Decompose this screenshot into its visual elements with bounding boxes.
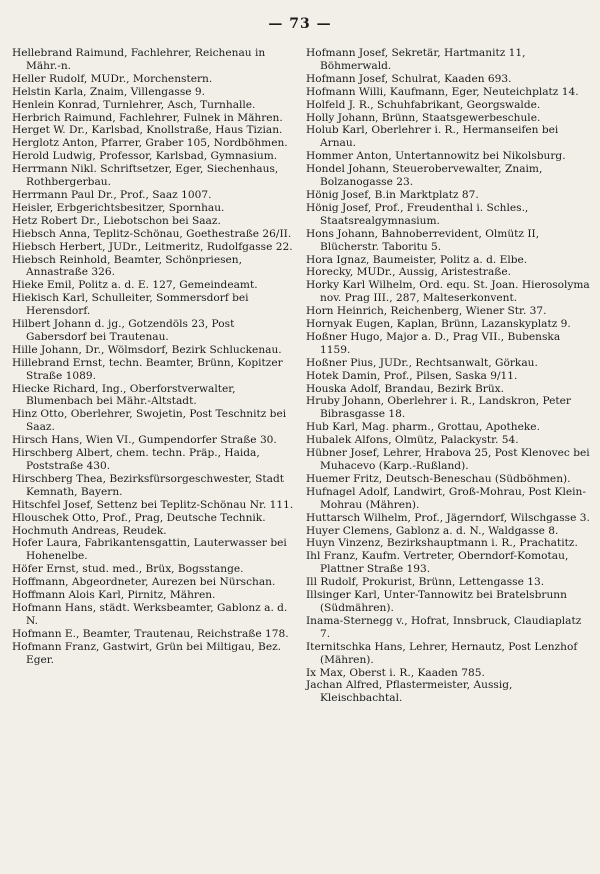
directory-entry: Hillebrand Ernst, techn. Beamter, Brünn, Kopitzer Straße 1089.	[12, 356, 283, 382]
directory-entry: Henlein Konrad, Turnlehrer, Asch, Turnhalle.	[12, 98, 256, 111]
directory-entry: Ix Max, Oberst i. R., Kaaden 785.	[306, 666, 485, 679]
left-column	[12, 47, 298, 667]
directory-entry: Hilbert Johann d. jg., Gotzendöls 23, Post Gabersdorf bei Trautenau.	[12, 318, 235, 343]
directory-entry: Holfeld J. R., Schuhfabrikant, Georgswalde.	[306, 98, 541, 111]
directory-entry: Hornyak Eugen, Kaplan, Brünn, Lazanskyplatz 9.	[306, 318, 571, 331]
directory-entry: Herrmann Nikl. Schriftsetzer, Eger, Siechenhaus, Rothbergerbau.	[12, 163, 279, 189]
directory-entry: Herold Ludwig, Professor, Karlsbad, Gymnasium.	[12, 150, 278, 163]
directory-entry: Hofmann Josef, Sekretär, Hartmanitz 11, Böhmerwald.	[306, 47, 526, 72]
directory-entry: Holub Karl, Oberlehrer i. R., Hermanseifen bei Arnau.	[306, 124, 559, 150]
directory-entry: Hruby Johann, Oberlehrer i. R., Landskron, Peter Bibrasgasse 18.	[306, 395, 571, 421]
directory-entry: Hub Karl, Mag. pharm., Grottau, Apotheke.	[306, 421, 540, 434]
directory-entry: Hiecke Richard, Ing., Oberforstverwalter, Blumenbach bei Mähr.-Altstadt.	[12, 382, 236, 408]
directory-entry: Höfer Ernst, stud. med., Brüx, Bogsstange.	[12, 563, 244, 576]
directory-entry: Ill Rudolf, Prokurist, Brünn, Lettengasse 13.	[306, 576, 545, 589]
directory-entry: Hirschberg Thea, Bezirksfürsorgeschwester, Stadt Kemnath, Bayern.	[12, 472, 285, 498]
page-number: — 73 —	[268, 16, 332, 32]
directory-entry: Hlouschek Otto, Prof., Prag, Deutsche Technik.	[12, 511, 266, 524]
directory-entry: Hofmann Franz, Gastwirt, Grün bei Miltigau, Bez. Eger.	[12, 640, 282, 666]
directory-entry: Hofmann Hans, städt. Werksbeamter, Gablonz a. d. N.	[12, 601, 288, 627]
directory-entry: Helstin Karla, Znaim, Villengasse 9.	[12, 85, 206, 98]
directory-entry: Hochmuth Andreas, Reudek.	[12, 524, 167, 537]
directory-entry: Hoffmann, Abgeordneter, Aurezen bei Nürschan.	[12, 576, 276, 589]
directory-entry: Huyn Vinzenz, Bezirkshauptmann i. R., Prachatitz.	[306, 537, 578, 550]
directory-entry: Herrmann Paul Dr., Prof., Saaz 1007.	[12, 188, 212, 201]
directory-entry: Hommer Anton, Untertannowitz bei Nikolsburg.	[306, 150, 566, 163]
directory-entry: Hönig Josef, Prof., Freudenthal i. Schles., Staatsrealgymnasium.	[306, 201, 529, 227]
directory-entry: Hora Ignaz, Baumeister, Politz a. d. Elbe.	[306, 253, 528, 266]
directory-entry: Hoßner Hugo, Major a. D., Prag VII., Bubenska 1159.	[306, 330, 561, 356]
directory-entry: Hiebsch Herbert, JUDr., Leitmeritz, Rudolfgasse 22.	[12, 240, 293, 253]
directory-entry: Jachan Alfred, Pflastermeister, Aussig, Kleischbachtal.	[306, 679, 513, 705]
directory-entry: Hetz Robert Dr., Liebotschon bei Saaz.	[12, 214, 221, 227]
directory-entry: Hubalek Alfons, Olmütz, Palackystr. 54.	[306, 434, 519, 447]
directory-entry: Hübner Josef, Lehrer, Hrabova 25, Post Klenovec bei Muhacevo (Karp.-Rußland).	[306, 447, 590, 472]
directory-entry: Hiebsch Reinhold, Beamter, Schönpriesen, Annastraße 326.	[12, 253, 242, 279]
directory-entry: Horn Heinrich, Reichenberg, Wiener Str. 37.	[306, 305, 547, 318]
directory-entry: Holly Johann, Brünn, Staatsgewerbeschule.	[306, 111, 541, 124]
directory-entry: Hoßner Pius, JUDr., Rechtsanwalt, Görkau.	[306, 356, 538, 369]
directory-entry: Hotek Damin, Prof., Pilsen, Saska 9/11.	[306, 369, 518, 382]
directory-entry: Hofmann Willi, Kaufmann, Eger, Neuteichplatz 14.	[306, 85, 579, 98]
directory-entry: Heisler, Erbgerichtsbesitzer, Spornhau.	[12, 201, 225, 214]
directory-entry: Herget W. Dr., Karlsbad, Knollstraße, Haus Tizian.	[12, 124, 283, 137]
directory-entry: Inama-Sternegg v., Hofrat, Innsbruck, Claudiaplatz 7.	[306, 614, 582, 640]
directory-entry: Hons Johann, Bahnoberrevident, Olmütz II, Blücherstr. Taboritu 5.	[306, 227, 540, 253]
directory-entry: Hille Johann, Dr., Wölmsdorf, Bezirk Schluckenau.	[12, 343, 282, 356]
directory-entry: Illsinger Karl, Unter-Tannowitz bei Bratelsbrunn (Südmähren).	[306, 589, 567, 614]
directory-entry: Houska Adolf, Brandau, Bezirk Brüx.	[306, 382, 504, 395]
directory-entry: Hinz Otto, Oberlehrer, Swojetin, Post Teschnitz bei Saaz.	[12, 408, 287, 434]
directory-entry: Hirsch Hans, Wien VI., Gumpendorfer Straße 30.	[12, 434, 277, 447]
directory-entry: Horecky, MUDr., Aussig, Aristestraße.	[306, 266, 511, 279]
directory-entry: Huttarsch Wilhelm, Prof., Jägerndorf, Wilschgasse 3.	[306, 511, 590, 524]
directory-entry: Hitschfel Josef, Settenz bei Teplitz-Schönau Nr. 111.	[12, 498, 294, 511]
directory-entry: Huemer Fritz, Deutsch-Beneschau (Südböhmen).	[306, 472, 571, 485]
directory-entry: Hoffmann Alois Karl, Pirnitz, Mähren.	[12, 589, 216, 602]
directory-entry: Hondel Johann, Steuerobervewalter, Znaim, Bolzanogasse 23.	[306, 163, 543, 189]
directory-entry: Hofer Laura, Fabrikantensgattin, Lauterwasser bei Hohenelbe.	[12, 537, 287, 563]
directory-entry: Hufnagel Adolf, Landwirt, Groß-Mohrau, Post Klein-Mohrau (Mähren).	[306, 485, 586, 511]
directory-entry: Herglotz Anton, Pfarrer, Graber 105, Nordböhmen.	[12, 137, 288, 150]
directory-entry: Hofmann E., Beamter, Trautenau, Reichstraße 178.	[12, 627, 289, 640]
directory-entry: Huyer Clemens, Gablonz a. d. N., Waldgasse 8.	[306, 524, 559, 537]
directory-entry: Hieke Emil, Politz a. d. E. 127, Gemeindeamt.	[12, 279, 258, 292]
directory-entry: Herbrich Raimund, Fachlehrer, Fulnek in Mähren.	[12, 111, 283, 124]
directory-entry: Hiekisch Karl, Schulleiter, Sommersdorf bei Herensdorf.	[12, 292, 249, 318]
directory-entry: Hellebrand Raimund, Fachlehrer, Reichenau in Mähr.-n.	[12, 47, 266, 72]
directory-entry: Hönig Josef, B.in Marktplatz 87.	[306, 188, 479, 201]
directory-entry: Horky Karl Wilhelm, Ord. equ. St. Joan. Hierosolyma nov. Prag III., 287, Malteserkonvent.	[306, 279, 590, 305]
right-column	[306, 47, 593, 705]
directory-entry: Iternitschka Hans, Lehrer, Hernautz, Post Lenzhof (Mähren).	[306, 640, 578, 666]
directory-entry: Heller Rudolf, MUDr., Morchenstern.	[12, 72, 213, 85]
directory-entry: Ihl Franz, Kaufm. Vertreter, Oberndorf-Komotau, Plattner Straße 193.	[306, 550, 569, 576]
directory-entry: Hiebsch Anna, Teplitz-Schönau, Goethestraße 26/II.	[12, 227, 292, 240]
directory-entry: Hirschberg Albert, chem. techn. Präp., Haida, Poststraße 430.	[12, 447, 260, 472]
directory-entry: Hofmann Josef, Schulrat, Kaaden 693.	[306, 72, 512, 85]
